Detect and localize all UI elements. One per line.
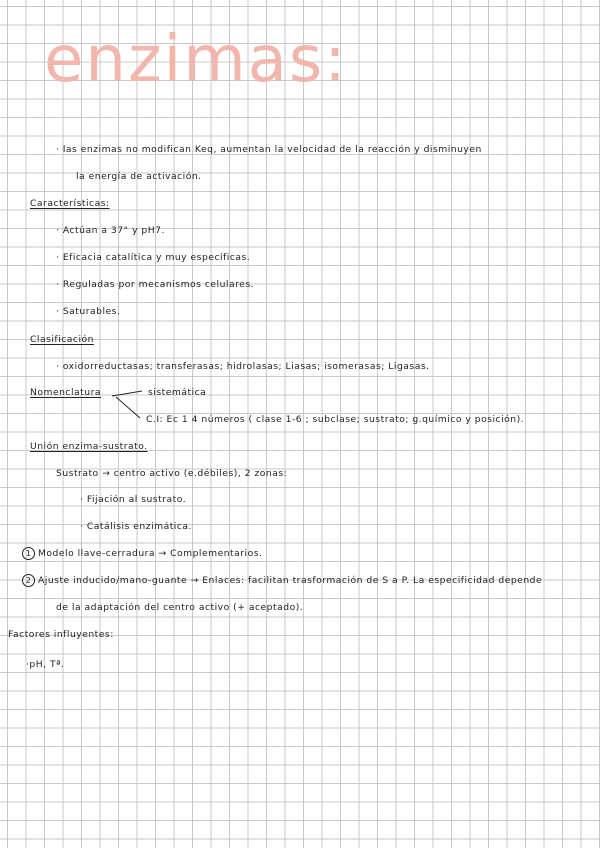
caracteristica-item: · Eficacia catalítica y muy específicas. (56, 252, 251, 263)
union-item: · Catálisis enzimática. (80, 521, 192, 532)
factores-heading: Factores influyentes: (8, 629, 114, 640)
caracteristicas-heading: Características: (30, 198, 110, 209)
nomenclatura-heading: Nomenclatura (30, 387, 101, 398)
nomenclatura-sistematica: sistemática (148, 387, 207, 398)
number-circle: 1 (22, 547, 35, 560)
factores-text: ·pH, Tª. (26, 659, 65, 670)
clasificacion-text: · oxidorreductasas; transferasas; hidrolasas; Liasas; isomerasas; Ligasas. (56, 361, 430, 372)
caracteristica-item: · Actúan a 37° y pH7. (56, 225, 165, 236)
intro-line-1: · las enzimas no modifican Keq, aumentan la velocidad de la reacción y disminuyen (56, 144, 482, 155)
modelo-2-line-2: de la adaptación del centro activo (+ aceptado). (56, 602, 304, 613)
union-line: Sustrato → centro activo (e.débiles), 2 zonas: (56, 468, 288, 479)
union-heading: Unión enzima-sustrato. (30, 441, 148, 452)
page-title: enzimas: (44, 23, 348, 97)
nomenclatura-ci: C.I: Ec 1 4 números ( clase 1-6 ; subclase; sustrato; g.químico y posición). (146, 414, 525, 425)
union-item: · Fijación al sustrato. (80, 494, 187, 505)
caracteristica-item: · Saturables. (56, 306, 121, 317)
intro-line-2: la energía de activación. (76, 171, 202, 182)
modelo-2 (22, 574, 542, 587)
modelo-1 (22, 547, 262, 560)
clasificacion-heading: Clasificación (30, 334, 94, 345)
caracteristica-item: · Reguladas por mecanismos celulares. (56, 279, 255, 290)
modelo-1-text: Modelo llave-cerradura → Complementarios. (38, 548, 263, 559)
modelo-2-text: Ajuste inducido/mano-guante → Enlaces: facilitan trasformación de S a P. La especificidad depende (38, 575, 543, 586)
number-circle: 2 (22, 574, 35, 587)
